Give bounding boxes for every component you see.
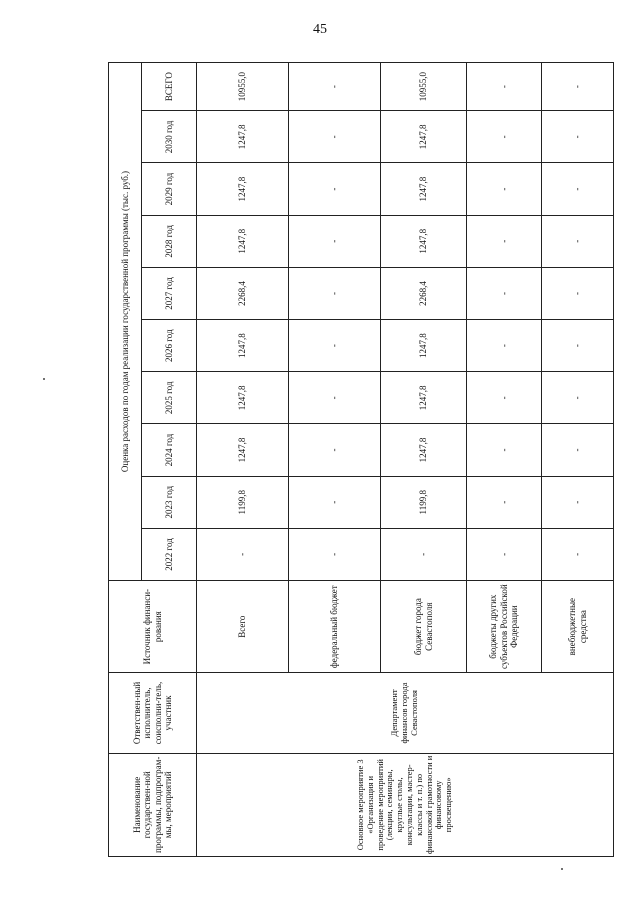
source-cell: бюджеты других субъектов Российской Федерации [467,581,542,673]
value-cell: - [467,476,542,528]
scan-speck [561,868,563,870]
source-cell: федеральный бюджет [289,581,381,673]
value-cell: - [289,111,381,163]
header-year: 2029 год [142,163,197,215]
value-cell: - [289,215,381,267]
measure-executor: Департамент финансов города Севастополя [197,673,614,753]
value-cell: - [467,163,542,215]
value-cell: 2268,4 [197,267,289,319]
header-estimate: Оценка расходов по годам реализации государственной программы (тыс. руб.) [109,63,142,581]
value-cell: 1199,8 [197,476,289,528]
source-cell: Всего [197,581,289,673]
value-cell: 10955,0 [381,63,467,111]
source-cell: внебюджетные средства [542,581,614,673]
value-cell: - [542,111,614,163]
value-cell: - [542,424,614,476]
value-cell: - [289,320,381,372]
table-row [197,63,289,857]
value-cell: - [467,63,542,111]
value-cell: 1247,8 [197,320,289,372]
value-cell: - [467,372,542,424]
budget-table-container [108,62,613,857]
value-cell: - [542,372,614,424]
value-cell: - [197,528,289,580]
header-year: 2027 год [142,267,197,319]
value-cell: - [289,372,381,424]
rotated-table-frame [108,62,613,857]
value-cell: - [542,63,614,111]
value-cell: 1199,8 [381,476,467,528]
value-cell: - [467,267,542,319]
header-sources: Источник финанси-рования [109,581,197,673]
value-cell: 1247,8 [197,372,289,424]
source-cell: бюджет города Севастополя [381,581,467,673]
value-cell: - [289,267,381,319]
value-cell: - [542,215,614,267]
value-cell: - [289,528,381,580]
header-year: 2030 год [142,111,197,163]
scan-speck [43,378,45,380]
measure-name: Основное мероприятие 3 «Организация и проведение мероприятий (лекции, семинары, круглые столы, консультации, мастер-классы и т. п.) по финансовой грамотности и финансовому просвещению» [197,753,614,856]
header-year: 2026 год [142,320,197,372]
value-cell: 1247,8 [381,372,467,424]
value-cell: 1247,8 [381,111,467,163]
header-year: 2025 год [142,372,197,424]
header-total: ВСЕГО [142,63,197,111]
value-cell: - [467,424,542,476]
value-cell: - [289,63,381,111]
value-cell: - [467,320,542,372]
value-cell: 1247,8 [197,163,289,215]
header-year: 2024 год [142,424,197,476]
value-cell: - [542,528,614,580]
header-year: 2028 год [142,215,197,267]
value-cell: 1247,8 [381,215,467,267]
value-cell: 1247,8 [381,424,467,476]
value-cell: - [542,476,614,528]
value-cell: - [542,267,614,319]
value-cell: 1247,8 [381,163,467,215]
value-cell: - [542,320,614,372]
value-cell: 10955,0 [197,63,289,111]
value-cell: 1247,8 [197,215,289,267]
value-cell: - [381,528,467,580]
header-year: 2023 год [142,476,197,528]
value-cell: - [542,163,614,215]
value-cell: 2268,4 [381,267,467,319]
header-name: Наименование государствен-ной программы, подпрограм-мы, мероприятий [109,753,197,856]
value-cell: 1247,8 [381,320,467,372]
value-cell: - [467,528,542,580]
header-year: 2022 год [142,528,197,580]
value-cell: - [467,215,542,267]
value-cell: - [467,111,542,163]
value-cell: - [289,476,381,528]
value-cell: - [289,424,381,476]
value-cell: 1247,8 [197,424,289,476]
value-cell: - [289,163,381,215]
budget-table [108,62,614,857]
header-executor: Ответствен-ный исполнитель, соисполни-тель, участник [109,673,197,753]
value-cell: 1247,8 [197,111,289,163]
page-number: 45 [313,22,327,37]
